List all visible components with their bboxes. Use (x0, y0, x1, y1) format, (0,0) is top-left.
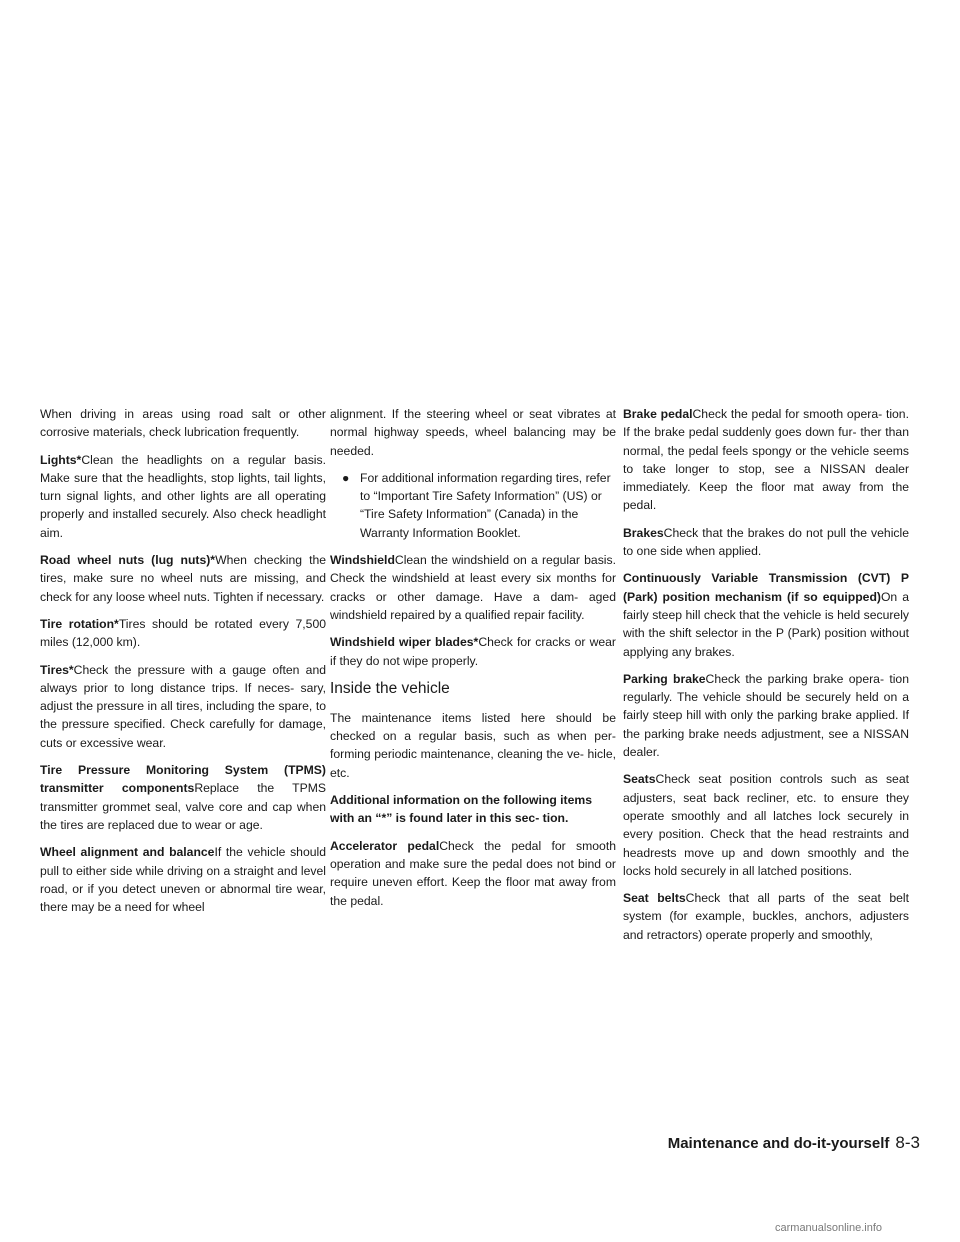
item-text: Clean the headlights on a regular basis. Make sure that the headlights, stop lights, tail lights, turn signal lights, and other lights are all operating properly and installed securely. Also check headlight aim. (40, 452, 326, 540)
item-text: On a fairly steep hill check that the vehicle is held securely with the shift selector in the P (Park) position without applying any brakes. (623, 589, 909, 659)
item-text: Check the pedal for smooth opera- tion. If the brake pedal suddenly goes down fur- ther than normal, the pedal feels spongy or the vehicle seems to take longer to stop, see a NISSAN dealer immediately. Keep the floor mat away from the pedal. (623, 407, 909, 513)
section-title: Maintenance and do-it-yourself (667, 1135, 890, 1152)
item-term: Windshield (330, 553, 395, 568)
item-term: Seats (623, 772, 656, 787)
item-cvt-park (623, 569, 909, 660)
column-3 (623, 405, 909, 953)
item-term: Continuously Variable Transmission (CVT) P (Park) position mechanism (if so equipped) (623, 571, 909, 604)
column-1 (40, 405, 326, 925)
item-parking-brake (623, 670, 909, 761)
item-text: Check the pedal for smooth operation and make sure the pedal does not bind or require uneven effort. Keep the floor mat away from the pedal. (330, 838, 616, 908)
page-footer (646, 1133, 920, 1153)
item-text: When checking the tires, make sure no wheel nuts are missing, and check for any loose wheel nuts. Tighten if necessary. (40, 553, 327, 604)
item-term: Windshield wiper blades* (330, 635, 479, 650)
inside-intro: The maintenance items listed here should be checked on a regular basis, such as when per- forming periodic maintenance, cleaning the ve- hicle, etc. (330, 710, 616, 780)
bullet-item (330, 469, 616, 542)
item-term: Brakes (623, 525, 664, 540)
item-seat-belts (623, 889, 909, 944)
item-text: Check the pressure with a gauge often and always prior to long distance trips. If neces- sary, adjust the pressure in all tires, including the spare, to the pressure specified. Check carefully for damage, cuts or excessive wear. (40, 662, 326, 750)
item-text: Check that all parts of the seat belt system (for example, buckles, anchors, adjusters and retractors) operate properly and smoothly, (623, 891, 909, 942)
item-term: Tire rotation* (40, 616, 119, 631)
section-heading: Inside the vehicle (330, 679, 450, 697)
intro-paragraph: When driving in areas using road salt or other corrosive materials, check lubrication frequently. (40, 407, 326, 440)
item-road-wheel-nuts (40, 551, 326, 606)
item-term: Wheel alignment and balance (40, 845, 215, 860)
item-tires (40, 661, 326, 752)
item-wiper-blades (330, 633, 616, 670)
item-wheel-alignment (40, 843, 326, 916)
item-term: Lights* (40, 452, 82, 467)
item-text: Replace the TPMS transmitter grommet seal, valve core and cap when the tires are replaced due to wear or age. (40, 781, 326, 832)
column-2 (330, 405, 616, 919)
item-term: Seat belts (623, 891, 686, 906)
item-brakes (623, 524, 909, 561)
page-number: 8-3 (895, 1133, 920, 1152)
bold-note: Additional information on the following items with an “*” is found later in this sec- tion. (330, 793, 593, 826)
item-accelerator-pedal (330, 837, 616, 910)
item-text: Tires should be rotated every 7,500 miles (12,000 km). (40, 616, 326, 650)
item-tire-rotation (40, 615, 326, 652)
item-term: Road wheel nuts (lug nuts)* (40, 553, 216, 568)
item-term: Tire Pressure Monitoring System (TPMS) transmitter components (40, 763, 326, 796)
bullet-text: For additional information regarding tires, refer to “Important Tire Safety Information” (US) or “Tire Safety Information” (Canada) in the Warranty Information Booklet. (360, 470, 611, 540)
item-tpms (40, 761, 326, 834)
item-brake-pedal (623, 405, 909, 515)
item-text: Clean the windshield on a regular basis. Check the windshield at least every six months for cracks or other damage. Have a dam- aged windshield repaired by a qualified repair facility. (330, 553, 616, 622)
item-text: Check seat position controls such as seat adjusters, seat back recliner, etc. to ensure they operate smoothly and all latches lock securely in every position. Check that the head restraints and headrests move up and down smoothly and the locks hold securely in all latched positions. (623, 772, 909, 878)
item-text: Check for cracks or wear if they do not wipe properly. (330, 635, 616, 668)
item-text: If the vehicle should pull to either side while driving on a straight and level road, or if you detect uneven or abnormal tire wear, there may be a need for wheel (40, 845, 326, 915)
item-term: Parking brake (623, 671, 706, 686)
watermark: carmanualsonline.info (775, 1222, 883, 1234)
item-text: Check that the brakes do not pull the vehicle to one side when applied. (623, 525, 909, 559)
item-term: Brake pedal (623, 407, 693, 421)
item-term: Accelerator pedal (330, 838, 440, 853)
continued-paragraph: alignment. If the steering wheel or seat vibrates at normal highway speeds, wheel balancing may be needed. (330, 407, 616, 458)
item-term: Tires* (40, 662, 74, 677)
item-text: Check the parking brake opera- tion regularly. The vehicle should be securely held on a fairly steep hill with only the parking brake applied. If the parking brake needs adjustment, see a NISSAN dealer. (623, 671, 909, 760)
bullet-icon: ● (342, 470, 350, 485)
item-windshield (330, 551, 616, 624)
item-lights (40, 451, 326, 542)
item-seats (623, 770, 909, 880)
bullet-list (330, 469, 616, 542)
